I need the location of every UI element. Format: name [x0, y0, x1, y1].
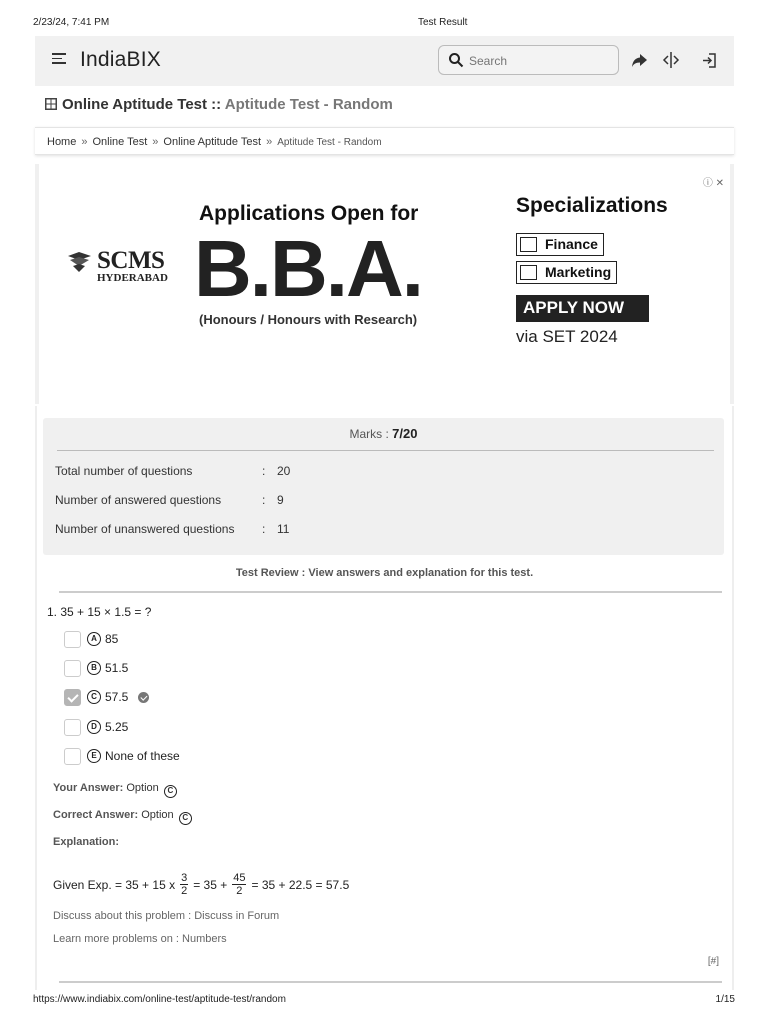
answer-letter-badge: C: [164, 785, 177, 798]
share-icon[interactable]: [629, 50, 649, 70]
breadcrumb-home[interactable]: Home: [47, 136, 77, 148]
explanation-label: Explanation:: [53, 836, 120, 848]
print-title: Test Result: [418, 17, 468, 28]
correct-check-icon: [138, 692, 149, 703]
option-checkbox[interactable]: [64, 748, 81, 765]
ad-subtext: (Honours / Honours with Research): [199, 312, 418, 327]
divider: [59, 981, 722, 983]
divider: [57, 450, 714, 451]
explanation-text: Given Exp. = 35 + 15 x $\frac{3}{2}$ = 35 + $\frac{45}{2}$ = 35 + 22.5 = 57.5: [53, 872, 350, 897]
question-text: 1. 35 + 15 × 1.5 = ?: [47, 605, 152, 619]
option-letter: A: [87, 632, 101, 646]
answer-letter-badge: C: [179, 812, 192, 825]
option-text: 57.5: [105, 690, 129, 704]
fraction: $\frac{3}{2}$: [181, 872, 188, 897]
option-text: 85: [105, 632, 119, 646]
ad-specializations-title: Specializations: [516, 194, 668, 217]
stat-total: Total number of questions : 20: [55, 464, 291, 478]
print-page-number: 1/15: [715, 994, 735, 1005]
print-datetime: 2/23/24, 7:41 PM: [33, 17, 110, 28]
print-url: https://www.indiabix.com/online-test/aptitude-test/random: [33, 994, 286, 1005]
ad-logo-city: HYDERABAD: [97, 272, 168, 284]
option-text: None of these: [105, 749, 180, 763]
option-letter: B: [87, 661, 101, 675]
ad-banner[interactable]: [35, 164, 734, 404]
ad-chip-finance: Finance: [516, 233, 604, 256]
page: [35, 36, 734, 990]
breadcrumb-separator: »: [81, 136, 88, 148]
login-icon[interactable]: [699, 50, 719, 70]
stat-answered: Number of answered questions : 9: [55, 493, 284, 507]
ad-headline: Applications Open for: [199, 202, 419, 225]
brand-logo[interactable]: IndiaBIX: [80, 48, 161, 71]
finance-icon: [520, 237, 537, 252]
option-checkbox[interactable]: [64, 660, 81, 677]
option-checkbox-checked[interactable]: [64, 689, 81, 706]
marks-value: 7/20: [392, 426, 418, 441]
breadcrumb-current: Aptitude Test - Random: [277, 137, 382, 148]
menu-icon[interactable]: [52, 53, 66, 67]
option-letter: E: [87, 749, 101, 763]
correct-answer: Correct Answer: Option C: [53, 809, 192, 825]
breadcrumb-separator: »: [152, 136, 159, 148]
ad-info-close[interactable]: ⓘ ✕: [702, 178, 724, 189]
search-input[interactable]: [469, 52, 609, 70]
search-box[interactable]: [438, 45, 619, 75]
breadcrumb-separator: »: [266, 136, 273, 148]
marketing-icon: [520, 265, 537, 280]
ad-logo-name: SCMS: [97, 247, 165, 274]
marks: Marks : 7/20: [349, 426, 418, 441]
grid-icon: [45, 98, 57, 110]
breadcrumb-online-test[interactable]: Online Test: [92, 136, 148, 148]
fraction: $\frac{45}{2}$: [233, 872, 246, 897]
result-summary: [43, 418, 724, 555]
print-footer: [33, 994, 735, 1010]
hash-link[interactable]: [#]: [707, 956, 719, 967]
option-text: 51.5: [105, 661, 129, 675]
scms-logo-icon: [65, 244, 95, 284]
page-title: [45, 96, 393, 113]
ad-apply-button[interactable]: APPLY NOW: [516, 295, 649, 322]
page-title-main: Online Aptitude Test ::: [62, 96, 225, 113]
breadcrumb-online-aptitude-test[interactable]: Online Aptitude Test: [163, 136, 262, 148]
divider: [59, 591, 722, 593]
breadcrumb: [35, 127, 734, 155]
page-title-sub: Aptitude Test - Random: [224, 96, 393, 113]
print-header: [33, 17, 735, 33]
discuss-link[interactable]: Discuss about this problem : Discuss in Forum: [53, 910, 280, 922]
ad-via-text: via SET 2024: [516, 327, 618, 346]
your-answer: Your Answer: Option C: [53, 782, 177, 798]
learn-more-link[interactable]: Learn more problems on : Numbers: [53, 933, 227, 945]
option-text: 5.25: [105, 720, 129, 734]
search-icon: [448, 52, 464, 68]
stat-unanswered: Number of unanswered questions : 11: [55, 522, 290, 536]
ad-chip-marketing: Marketing: [516, 261, 617, 284]
navbar: [35, 36, 734, 86]
option-letter: C: [87, 690, 101, 704]
ad-big-text: B.B.A.: [194, 224, 422, 313]
theme-toggle-icon[interactable]: [661, 50, 681, 70]
review-title: Test Review : View answers and explanation for this test.: [235, 567, 534, 579]
option-checkbox[interactable]: [64, 719, 81, 736]
option-letter: D: [87, 720, 101, 734]
option-checkbox[interactable]: [64, 631, 81, 648]
